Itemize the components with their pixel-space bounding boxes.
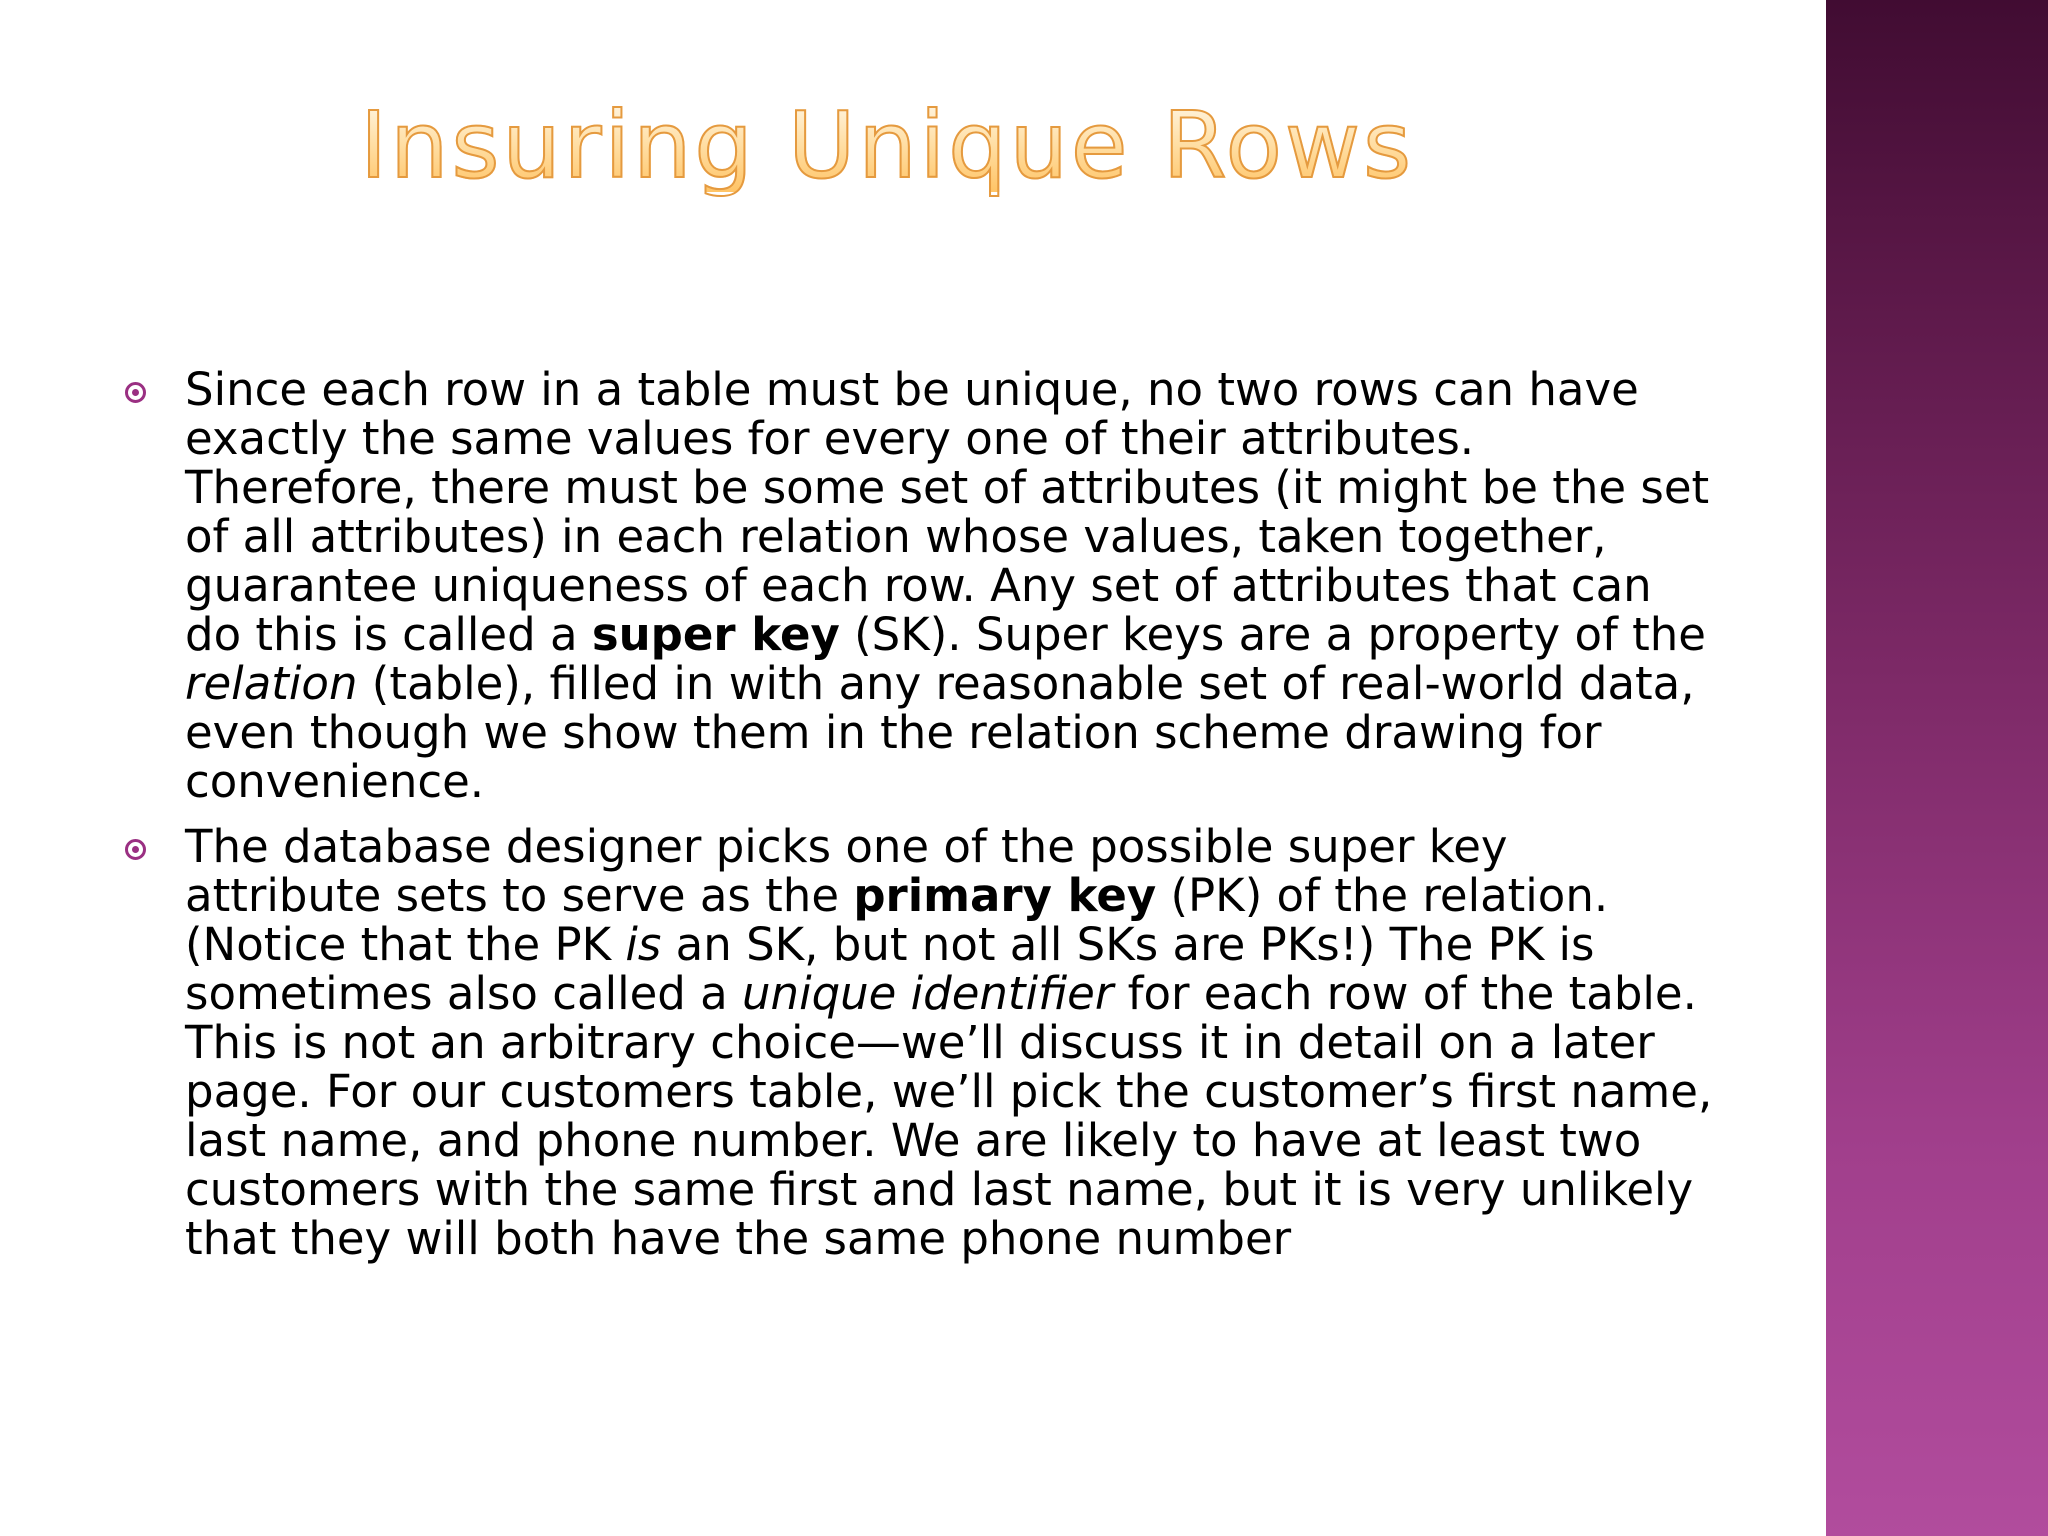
term-super-key: super key [591,608,840,661]
circle-dot-bullet-icon [125,839,146,860]
bullet-text-segment: (SK). Super keys are a property of the [839,608,1706,661]
bullet-text [185,363,1709,808]
bullet-list [125,365,1715,1279]
bullet-text-segment: (table), filled in with any reasonable set of real-world data, even though we show them in the relation scheme drawing for convenience. [185,657,1695,808]
term-relation: relation [185,657,358,710]
slide-title: Insuring Unique Rows [360,100,1460,192]
bullet-text-segment: (PK) of the relation. (Notice that the PK [185,869,1609,971]
bullet-text-segment: The database designer picks one of the possible super key attribute sets to serve as the [185,820,1508,922]
bullet-item [125,365,1715,806]
emphasis-is: is [625,918,662,971]
bullet-text-segment: for each row of the table. This is not an arbitrary choice—we’ll discuss it in detail on a later page. For our customers table, we’ll pick the customer’s first name, last name, and phone number. We are likely to have at least two customers with the same first and last name, but it is very unlikely that they will both have the same phone number [185,967,1713,1265]
term-unique-identifier: unique identifier [742,967,1114,1020]
bullet-item [125,822,1715,1263]
term-primary-key: primary key [853,869,1157,922]
bullet-text-segment: an SK, but not all SKs are PKs!) The PK is sometimes also called a [185,918,1595,1020]
bullet-text-segment: Since each row in a table must be unique, no two rows can have exactly the same values for every one of their attributes. Therefore, there must be some set of attributes (it might be the set of all attributes) in each relation whose values, taken together, guarantee uniqueness of each row. Any set of attributes that can do this is called a [185,363,1710,661]
bullet-text [185,820,1712,1265]
decorative-side-band [1826,0,2048,1536]
circle-dot-bullet-icon [125,382,146,403]
